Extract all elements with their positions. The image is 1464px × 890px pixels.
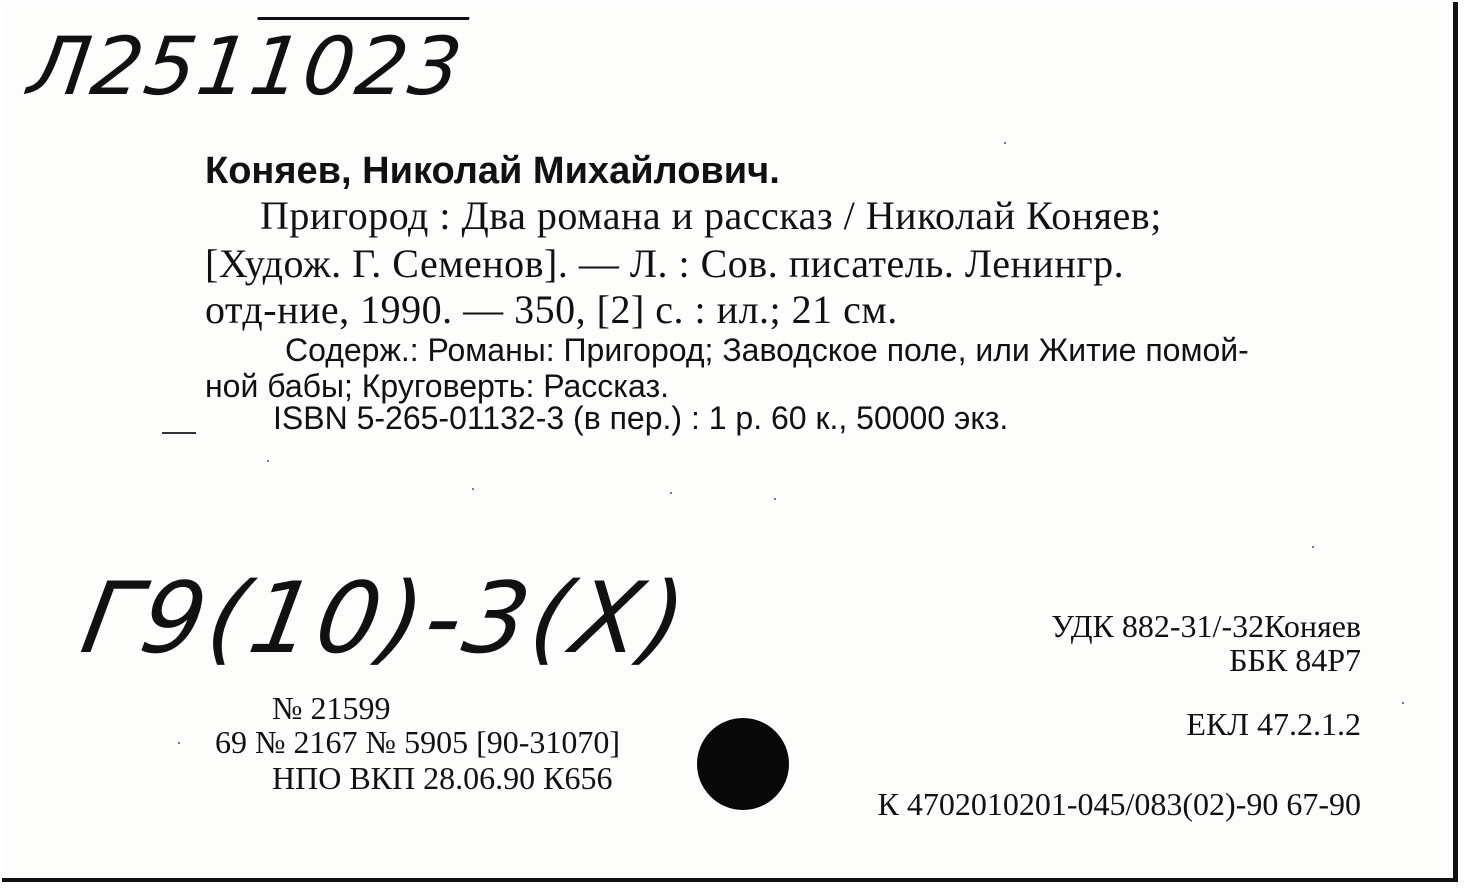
- speck: [1312, 546, 1314, 548]
- bbk-code: ББК 84Р7: [1229, 642, 1361, 678]
- k-code: К 4702010201-045/083(02)-90 67-90: [877, 786, 1361, 822]
- contents-line-1: Содерж.: Романы: Пригород; Заводское поле, или Житие помой-: [285, 332, 1249, 368]
- punch-hole: [697, 718, 789, 810]
- author-heading: Коняев, Николай Михайлович.: [205, 150, 780, 192]
- print-publisher-line: НПО ВКП 28.06.90 К656: [272, 760, 613, 796]
- handwritten-call-number: [23, 20, 469, 113]
- description-line-2: [Худож. Г. Семенов]. — Л. : Сов. писатель. Ленингр.: [205, 241, 1125, 286]
- margin-dash: [162, 432, 196, 434]
- speck: [1004, 142, 1006, 144]
- handwritten-call-prefix: Л251: [23, 20, 258, 113]
- description-line-1: Пригород : Два романа и рассказ / Николай Коняев;: [260, 193, 1162, 238]
- udk-code: УДК 882-31/-32Коняев: [1051, 608, 1361, 644]
- print-order-line: 69 № 2167 № 5905 [90-31070]: [215, 724, 621, 760]
- handwritten-classification: Г9(10)-3(Х): [73, 562, 698, 676]
- speck: [267, 460, 269, 462]
- speck: [670, 492, 672, 494]
- catalog-card: [2, 2, 1458, 882]
- description-line-3: отд-ние, 1990. — 350, [2] с. : ил.; 21 см.: [205, 287, 898, 332]
- speck: [774, 498, 776, 500]
- speck: [472, 488, 474, 490]
- isbn-line: ISBN 5-265-01132-3 (в пер.) : 1 р. 60 к., 50000 экз.: [273, 400, 1009, 436]
- print-number: № 21599: [272, 690, 391, 726]
- ekl-code: ЕКЛ 47.2.1.2: [1186, 706, 1361, 742]
- speck: [1402, 702, 1404, 704]
- contents-line-2: ной бабы; Круговерть: Рассказ.: [205, 368, 669, 404]
- handwritten-call-suffix: 1023: [244, 20, 469, 113]
- speck: [178, 742, 180, 744]
